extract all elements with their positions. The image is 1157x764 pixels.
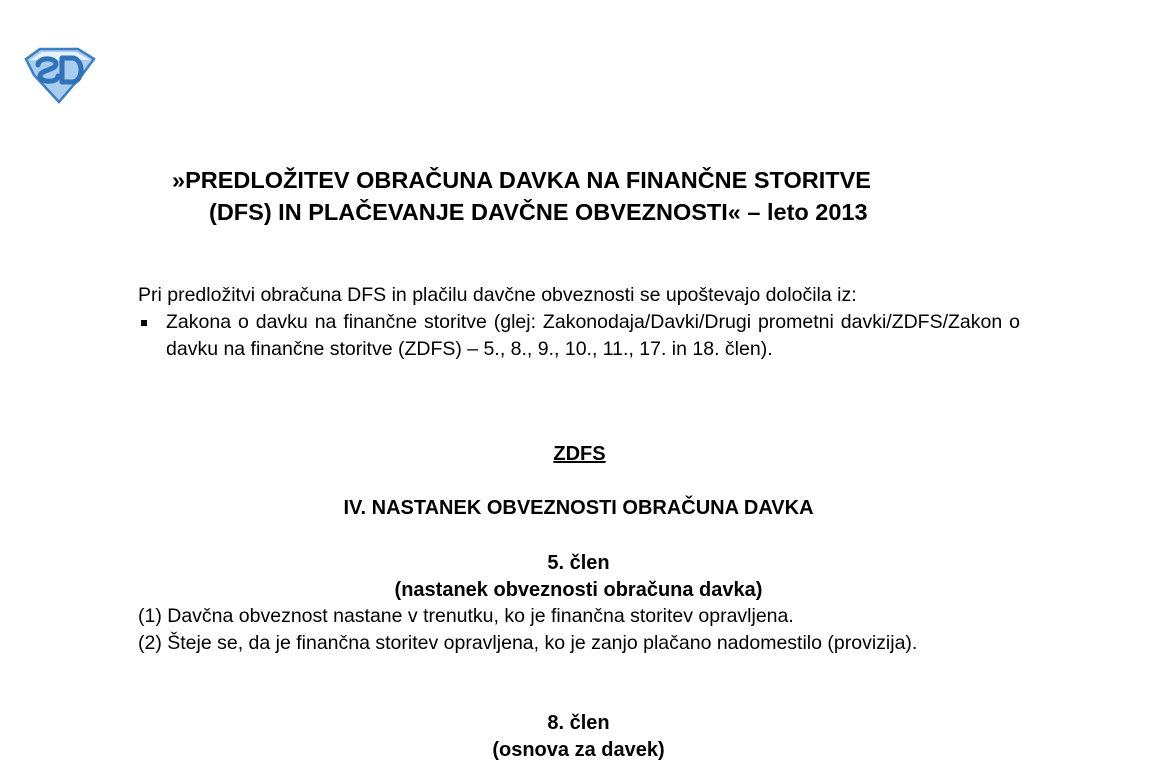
bullet-text: Zakona o davku na finančne storitve (glej: Zakonodaja/Davki/Drugi prometni davki/ZDFS/Zakon o davku na finančne storitve (ZDFS) – 5., 8., 9., 10., 11., 17. in 18. člen). (166, 311, 1020, 360)
article-8-subtitle: (osnova za davek) (492, 739, 665, 761)
article-5-paragraph-2: (2) Šteje se, da je finančna storitev opravljena, ko je zanjo plačano nadomestilo (provizija). (138, 632, 918, 654)
chapter-heading: IV. NASTANEK OBVEZNOSTI OBRAČUNA DAVKA (343, 497, 814, 519)
document-title-line-2: (DFS) IN PLAČEVANJE DAVČNE OBVEZNOSTI« – leto 2013 (209, 199, 868, 225)
article-8-title: 8. člen (547, 712, 610, 734)
bullet-list-item (138, 309, 1020, 363)
law-heading: ZDFS (553, 443, 606, 465)
article-5-title: 5. člen (547, 552, 610, 574)
sd-logo (22, 45, 96, 103)
article-5-paragraph-1: (1) Davčna obveznost nastane v trenutku, ko je finančna storitev opravljena. (138, 605, 794, 627)
article-5-subtitle: (nastanek obveznosti obračuna davka) (394, 579, 763, 601)
document-title-line-1: »PREDLOŽITEV OBRAČUNA DAVKA NA FINANČNE STORITVE (172, 167, 871, 193)
intro-paragraph: Pri predložitvi obračuna DFS in plačilu davčne obveznosti se upoštevajo določila iz: (138, 284, 857, 306)
